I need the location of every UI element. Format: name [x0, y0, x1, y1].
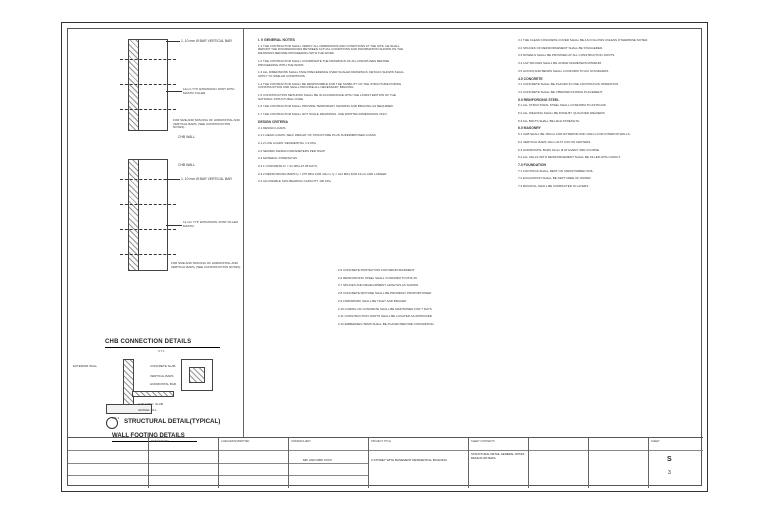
note-item: 5.2 ALL WELDING SHALL BE DONE BY QUALIFIED WELDERS. — [518, 111, 606, 116]
note-item: 3.4 LAP SPLICES SHALL BE 40 BAR DIAMETERS MINIMUM. — [518, 61, 602, 66]
note-item: 4.1 CONCRETE SHALL BE PLACED IN ONE CONTINUOUS OPERATION. — [518, 82, 620, 87]
note-item: 2.11 CONSTRUCTION JOINTS SHALL BE LOCATED AS APPROVED — [338, 314, 432, 319]
design-criteria-title: DESIGN CRITERIA — [258, 119, 288, 124]
owner-value: MR. AND MRS XXXX — [303, 458, 332, 462]
scale-label: N.T.S — [158, 350, 165, 353]
note-heading: 6.0 MASONRY — [518, 126, 541, 131]
drawing-sheet — [61, 22, 708, 492]
label-gravel-fill: GRAVEL FILL — [138, 408, 157, 412]
note-item: 7.1 FOOTINGS SHALL REST ON UNDISTURBED SOIL. — [518, 168, 595, 173]
rebar-line — [120, 204, 176, 205]
note-item: 2.3.2 REINFORCING BARS fy = 275 MPa FOR 10mm, fy = 414 MPa FOR 12mm AND LARGER — [258, 171, 387, 176]
note-item: 2.4 ALLOWABLE SOIL BEARING CAPACITY 100 KPa — [258, 179, 331, 184]
note-heading: 5.0 REINFORCING STEEL — [518, 97, 560, 102]
slab-section — [132, 391, 174, 397]
note-item: 1.7 THE CONTRACTOR SHALL NOT SCALE DRAWINGS. USE WRITTEN DIMENSIONS ONLY. — [258, 112, 388, 117]
label-bars-note-2: FOR SIZE AND SPACING OF HORIZONTAL AND VERTICAL BARS, (SEE CONSTRUCTION NOTES) — [171, 261, 241, 269]
label-vertical-bars: VERTICAL BARS — [150, 374, 174, 378]
note-item: 4.2 CONCRETE SHALL BE VIBRATED DURING PLACEMENT. — [518, 89, 603, 94]
note-item: 2.9 FORMWORK SHALL BE TIGHT AND BRACED — [338, 298, 407, 303]
drawing-frame — [67, 28, 702, 486]
note-item: 3.5 HOOKS AND BENDS SHALL CONFORM TO ACI STANDARDS. — [518, 68, 610, 73]
tb-cell-project — [368, 438, 468, 488]
general-notes-title: I. 0 GENERAL NOTES — [258, 38, 295, 42]
note-item: 7.3 BACKFILL SHALL BE COMPACTED IN LAYERS. — [518, 184, 590, 189]
tb-cell-sheet-contents — [468, 438, 528, 488]
title-block — [68, 437, 703, 488]
tb-cell-owner — [288, 438, 368, 488]
note-item: 6.3 HORIZONTAL BARS 10mm Ø AT EVERY 3RD COURSE. — [518, 147, 600, 152]
leader-line — [166, 225, 182, 226]
note-item: 1.3 ALL DIMENSIONS SHALL TAKE PRECEDENCE OVER SCALED DRAWINGS. DETAILS SHOWN SHALL APPLY TO SIMILAR CONDITIONS. — [258, 70, 405, 78]
notes-column-2 — [338, 269, 488, 331]
tb-cell-blank-1 — [528, 438, 588, 488]
note-heading: 4.0 CONCRETE — [518, 76, 543, 81]
rebar-line — [120, 254, 176, 255]
note-item: 2.3 MATERIAL STRENGTHS — [258, 156, 298, 161]
tb-cell-designed — [148, 438, 218, 488]
sheet-contents-header: SHEET CONTENTS — [471, 440, 495, 443]
left-details-column — [68, 29, 244, 437]
rebar-line — [120, 229, 176, 230]
label-vertical-bar-1: 1, 10 mm Ø BAR VERTICAL BAR — [181, 39, 232, 43]
rebar-line — [120, 109, 176, 110]
note-item: 1.4 THE CONTRACTOR SHALL BE RESPONSIBLE FOR THE STABILITY OF THE STRUCTURE DURING CONSTRUCTION AND SHALL PROVIDE ALL NECESSARY BRACING. — [258, 81, 402, 90]
tb-cell-blank-2 — [588, 438, 648, 488]
note-item: 2.3.1 CONCRETE fc' = 21 MPa AT 28 DAYS — [258, 164, 318, 169]
note-item: 1.6 THE CONTRACTOR SHALL PROVIDE TEMPORARY SHORING AND BRACING AS REQUIRED. — [258, 104, 394, 109]
note-item: 1.2 THE CONTRACTOR SHALL COORDINATE THE DRAWINGS OF ALL DISCIPLINES BEFORE PROCEEDING WITH THE WORK. — [258, 58, 390, 67]
note-item: 2.12 EMBEDDED ITEMS SHALL BE PLACED BEFORE CONCRETING — [338, 321, 434, 326]
note-item: 2.7 SPLICES AND DEVELOPMENT LENGTHS AS SHOWN — [338, 283, 419, 288]
project-header: PROJECT TITLE — [371, 440, 391, 443]
tb-cell-checked — [218, 438, 288, 488]
note-item: 5.3 ALL BOLTS SHALL BE HIGH STRENGTH. — [518, 118, 581, 123]
label-chb-wall-1: CHB WALL — [178, 135, 196, 139]
label-concrete-slab: CONCRETE SLAB — [150, 364, 176, 368]
tb-cell-sheet-no — [648, 438, 703, 488]
note-item: 6.1 CHB SHALL BE 150mm FOR EXTERIOR AND 100mm FOR INTERIOR WALLS. — [518, 132, 631, 137]
sheet-contents-value: STRUCTURAL DETAIL GENERAL NOTES DESIGN CRITERIA — [471, 452, 525, 460]
notes-column-3 — [518, 39, 698, 193]
notes-column-1 — [258, 39, 408, 188]
note-heading: 7.0 FOUNDATION — [518, 162, 547, 167]
note-item: 2.6 REINFORCING STEEL SHALL CONFORM TO PNS 49 — [338, 275, 417, 280]
wall-footing-title: WALL FOOTING DETAILS — [112, 433, 185, 439]
note-item: 3.2 SPLICES OF REINFORCEMENT SHALL BE STAGGERED. — [518, 45, 603, 50]
owner-header: OWNER/CLIENT — [291, 440, 311, 443]
footing-wall — [123, 359, 134, 406]
note-item: 2.5 CONCRETE PROTECTION FOR REINFORCEMENT — [338, 268, 415, 272]
label-expansion-joint-2: 12 mm TYP. EXPANSION JOINT FILLER MASTIC — [183, 220, 238, 228]
sheet-title-circle — [106, 417, 118, 429]
note-item: 7.2 EXCAVATION SHALL BE KEPT FREE OF WATER. — [518, 176, 592, 181]
note-item: 2.1 DESIGN LOADS — [258, 125, 286, 130]
note-item: 3.1 THE CLEAR CONCRETE COVER SHALL BE AS FOLLOWS UNLESS OTHERWISE NOTED. — [518, 38, 649, 42]
label-horizontal-bar: HORIZONTAL BAR — [150, 382, 177, 386]
sheet-of-value: 3 — [668, 470, 671, 476]
label-conc-slab: 0.15 CONC. SLAB — [138, 402, 163, 406]
leader-line — [166, 91, 182, 92]
sheet-number-header: SHEET — [651, 440, 660, 443]
note-item: 3.3 DOWELS SHALL BE PROVIDED AT ALL CONSTRUCTION JOINTS. — [518, 53, 616, 58]
label-vertical-bar-2: 1, 10 mm Ø BAR VERTICAL BAR — [181, 177, 232, 181]
structural-detail-title: STRUCTURAL DETAIL(TYPICAL) — [124, 418, 221, 425]
note-item: 6.4 ALL CELLS WITH REINFORCEMENT SHALL BE FILLED WITH GROUT. — [518, 155, 621, 160]
note-item: 6.2 VERTICAL BARS 10mm Ø AT 0.60 ON CENTERS. — [518, 139, 592, 144]
label-bars-note-1: FOR SIZE AND SPACING OF HORIZONTAL AND VERTICAL BARS, (SEE CONSTRUCTION NOTES) — [173, 118, 240, 130]
plan-core — [189, 367, 205, 383]
leader-line — [166, 179, 180, 180]
designed-by-header: DESIGNED BY — [151, 440, 169, 443]
chb-connection-title: CHB CONNECTION DETAILS — [105, 339, 192, 345]
label-expansion-joint-1: 12mm TYP. EXPANSION JOINT WITH MASTIC FILLER — [183, 87, 235, 95]
note-item: 2.10 CURING OF CONCRETE SHALL BE MAINTAINED FOR 7 DAYS — [338, 306, 432, 311]
leader-line — [166, 41, 180, 42]
note-item: 2.1.2 LIVE LOADS: RESIDENTIAL 1.9 KPa — [258, 140, 316, 145]
rebar-line — [120, 84, 176, 85]
note-item: 1.5 CONSTRUCTION METHODS SHALL BE IN ACCORDANCE WITH THE LATEST EDITION OF THE NATIONAL STRUCTURAL CODE. — [258, 93, 396, 101]
wall-upper-face — [138, 39, 168, 131]
note-item: 2.1.1 DEAD LOADS: SELF WEIGHT OF STRUCTURE PLUS SUPERIMPOSED LOADS — [258, 133, 376, 138]
label-wf: WF-1 — [112, 416, 120, 420]
checked-by-header: CHECKED/SUBMITTED — [221, 440, 250, 443]
note-item: 2.8 CONCRETE MIXTURE SHALL BE PROPERLY PROPORTIONED — [338, 291, 432, 296]
note-item: 5.1 ALL STRUCTURAL STEEL SHALL CONFORM TO ASTM A36. — [518, 103, 607, 108]
label-exterior-wall: EXTERIOR WALL — [73, 364, 98, 368]
sheet-number-value: S — [667, 456, 672, 463]
title-underline — [105, 347, 220, 348]
label-chb-wall-2: CHB WALL — [178, 163, 196, 167]
project-value: 2 STOREY WITH BASEMENT RESIDENTIAL BUILDING — [371, 458, 447, 462]
note-item: 2.2 SEISMIC DESIGN PARAMETERS PER NSCP — [258, 148, 326, 153]
note-item: 1.1 THE CONTRACTOR SHALL VERIFY ALL DIMENSIONS AND CONDITIONS AT THE SITE. HE SHALL REPORT THE DISCREPANCIES BETWEEN ACTUAL CONDITIONS AND INFORMATION SHOWN ON THE DRAWINGS BEFORE PROCEEDING WITH THE WORK. — [258, 43, 404, 56]
rebar-line — [120, 59, 176, 60]
